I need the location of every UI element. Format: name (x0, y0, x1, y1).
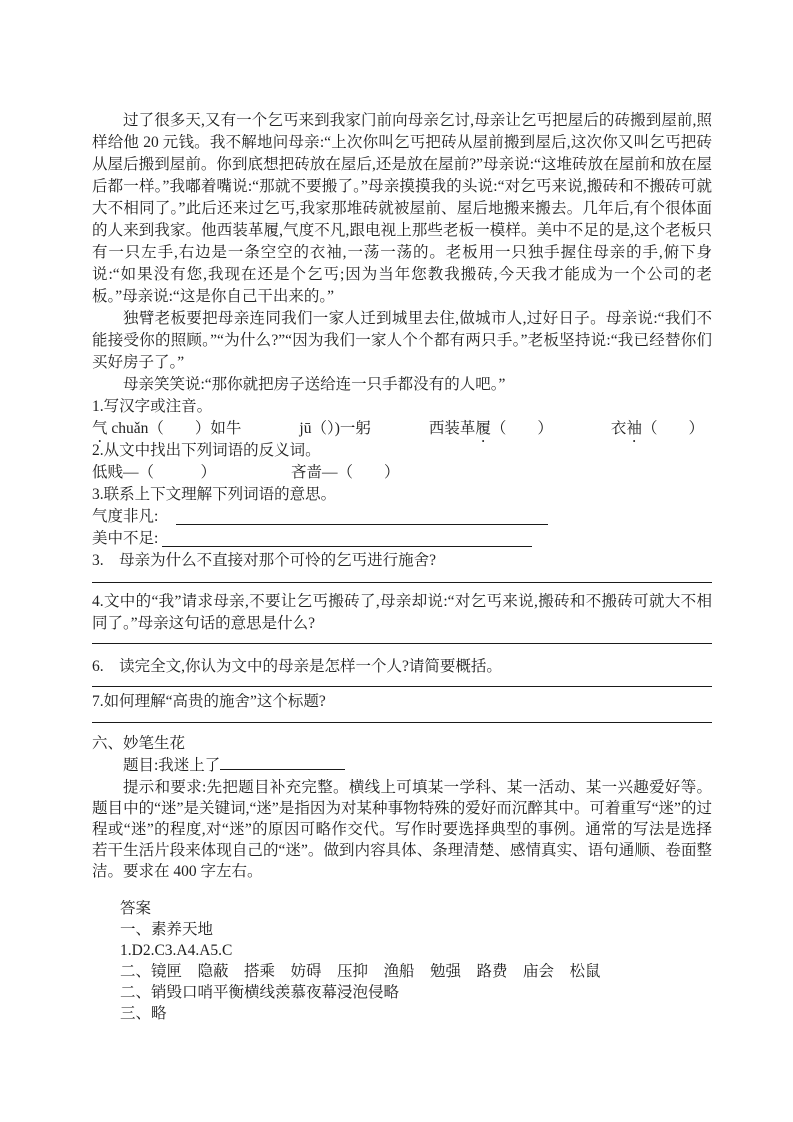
answer-blank-line-q3b (92, 572, 712, 583)
answer-blank-line-q6 (92, 678, 712, 687)
essay-topic-blank (220, 755, 345, 770)
pinyin-item-2 (299, 418, 370, 440)
antonym-item-2: 吝啬—（ ） (291, 464, 400, 481)
pinyin-item-1 (92, 418, 241, 440)
pinyin-item-1-text: chuǎn（ ）如牛 (107, 420, 242, 437)
section-six-heading: 六、妙笔生花 (92, 735, 186, 752)
answers-line-3: 二、镜匣 隐蔽 搭乘 妨碍 压抑 渔船 勉强 路费 庙会 松鼠 (120, 963, 601, 980)
question-6-text: 6. 读完全文,你认为文中的母亲是怎样一个人?请简要概括。 (92, 658, 502, 675)
term-label-2: 美中不足: (92, 530, 159, 547)
reading-paragraph-2: 独臂老板要把母亲连同我们一家人迁到城里去住,做城市人,过好日子。母亲说:“我们不能接受你的照顾。”“为什么?”“因为我们一家人个个都有两只手。”老板坚持说:“我已经替你们买好房子了。” (92, 310, 712, 371)
question-3-label: 3.联系上下文理解下列词语的意思。 (92, 486, 337, 503)
pinyin-item-2-text: jū（）)一躬 (299, 420, 371, 437)
essay-hint-paragraph: 提示和要求:先把题目补充完整。横线上可填某一学科、某一活动、某一兴趣爱好等。题目中的“迷”是关键词,“迷”是指因为对某种事物特殊的爱好而沉醉其中。可着重写“迷”的过程或“迷”的程度,对“迷”的原因可略作交代。写作时要选择典型的事例。通常的写法是选择若干生活片段来体现自己的“迷”。做到内容具体、条理清楚、感情真实、语句通顺、卷面整洁。要求在 400 字左右。 (92, 779, 712, 880)
answer-blank-term-2 (162, 546, 532, 547)
definition-row-2 (92, 528, 712, 550)
pinyin-item-3-pre: 西装革 (428, 420, 476, 437)
reading-paragraph-3: 母亲笑笑说:“那你就把房子送给连一只手都没有的人吧。” (123, 376, 506, 393)
question-2-label: 2.从文中找出下列词语的反义词。 (92, 442, 321, 459)
definition-row-1 (92, 506, 712, 528)
answers-section (120, 898, 712, 1024)
page-content (92, 110, 712, 1024)
question-2-items (92, 462, 712, 484)
question-3b-text: 3. 母亲为什么不直接对那个可怜的乞丐进行施舍? (92, 552, 437, 569)
emphasized-char: 袖 (626, 420, 642, 437)
answer-blank-line-q4 (92, 635, 712, 644)
emphasized-char: 履 (475, 420, 491, 437)
essay-topic-line (92, 755, 712, 777)
term-label-1: 气度非凡: (92, 508, 159, 525)
question-1-items (92, 418, 704, 440)
answers-line-1: 一、素养天地 (120, 921, 214, 938)
pinyin-item-4 (611, 418, 704, 440)
pinyin-item-3 (429, 418, 553, 440)
antonym-item-1: 低贱—（ ） (92, 464, 217, 481)
answers-title: 答案 (120, 900, 152, 917)
emphasized-char: 气 (92, 420, 108, 437)
pinyin-item-4-pre: 衣 (610, 420, 627, 437)
pinyin-item-3-post: （ ） (490, 420, 553, 437)
answers-line-2: 1.D2.C3.A4.A5.C (120, 942, 233, 959)
pinyin-item-4-post: （ ） (641, 420, 704, 437)
reading-paragraph-1: 过了很多天,又有一个乞丐来到我家门前向母亲乞讨,母亲让乞丐把屋后的砖搬到屋前,照样给他 20 元钱。我不解地问母亲:“上次你叫乞丐把砖从屋前搬到屋后,这次你又叫乞丐把砖从屋后搬到屋前。你到底想把砖放在屋后,还是放在屋前?”母亲说:“这堆砖放在屋前和放在屋后都一样。”我嘟着嘴说:“那就不要搬了。”母亲摸摸我的头说:“对乞丐来说,搬砖和不搬砖可就大不相同了。”此后还来过乞丐,我家那堆砖就被屋前、屋后地搬来搬去。几年后,有个很体面的人来到我家。他西装革履,气度不凡,跟电视上那些老板一模样。美中不足的是,这个老板只有一只左手,右边是一条空空的衣袖,一荡一荡的。老板用一只独手握住母亲的手,俯下身说:“如果没有您,我现在还是个乞丐;因为当年您教我搬砖,今天我才能成为一个公司的老板。”母亲说:“这是你自己干出来的。” (92, 112, 712, 305)
question-1-label: 1.写汉字或注音。 (92, 398, 213, 415)
answer-blank-line-q7 (92, 713, 712, 723)
question-7-text: 7.如何理解“高贵的施舍”这个标题? (92, 693, 326, 710)
question-4-text: 4.文中的“我”请求母亲,不要让乞丐搬砖了,母亲却说:“对乞丐来说,搬砖和不搬砖可就大不相同了。”母亲这句话的意思是什么? (92, 593, 712, 632)
answer-blank-term-1 (176, 524, 548, 525)
essay-topic-prefix: 题目:我迷上了 (123, 757, 221, 774)
answers-line-4: 二、销毁口哨平衡横线羡慕夜幕浸泡侵略 (120, 984, 400, 1001)
answers-line-5: 三、略 (120, 1005, 167, 1022)
